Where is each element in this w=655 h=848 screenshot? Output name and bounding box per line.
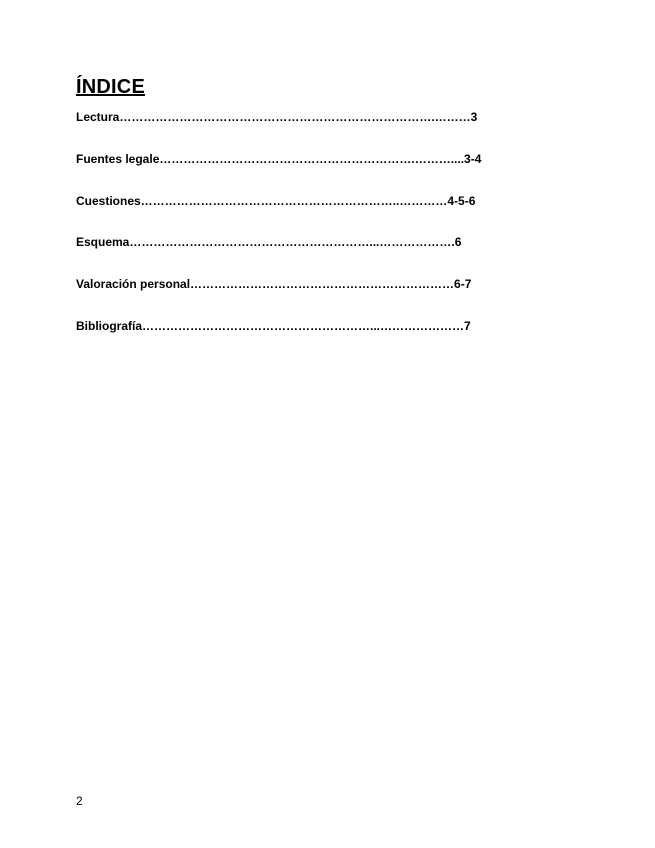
- toc-list: [76, 111, 481, 362]
- page-number: 2: [76, 794, 83, 808]
- toc-title: ÍNDICE: [76, 76, 145, 98]
- toc-entry-cuestiones: Cuestiones………………………………………………………..…………4-5-6: [76, 193, 476, 208]
- toc-entry-valoracion-personal: Valoración personal…………………………………………………………6-7: [76, 277, 472, 292]
- toc-entry-esquema: Esquema……………………………………………………...……………….6: [76, 235, 462, 250]
- toc-entry-lectura: Lectura…………………………………………………………………….………3: [76, 110, 478, 124]
- toc-entry-bibliografia: Bibliografía…………………………………………………...…………………7: [76, 318, 471, 333]
- toc-entry-fuentes-legales: Fuentes legale……………………………………………………….………....3-4: [76, 151, 482, 166]
